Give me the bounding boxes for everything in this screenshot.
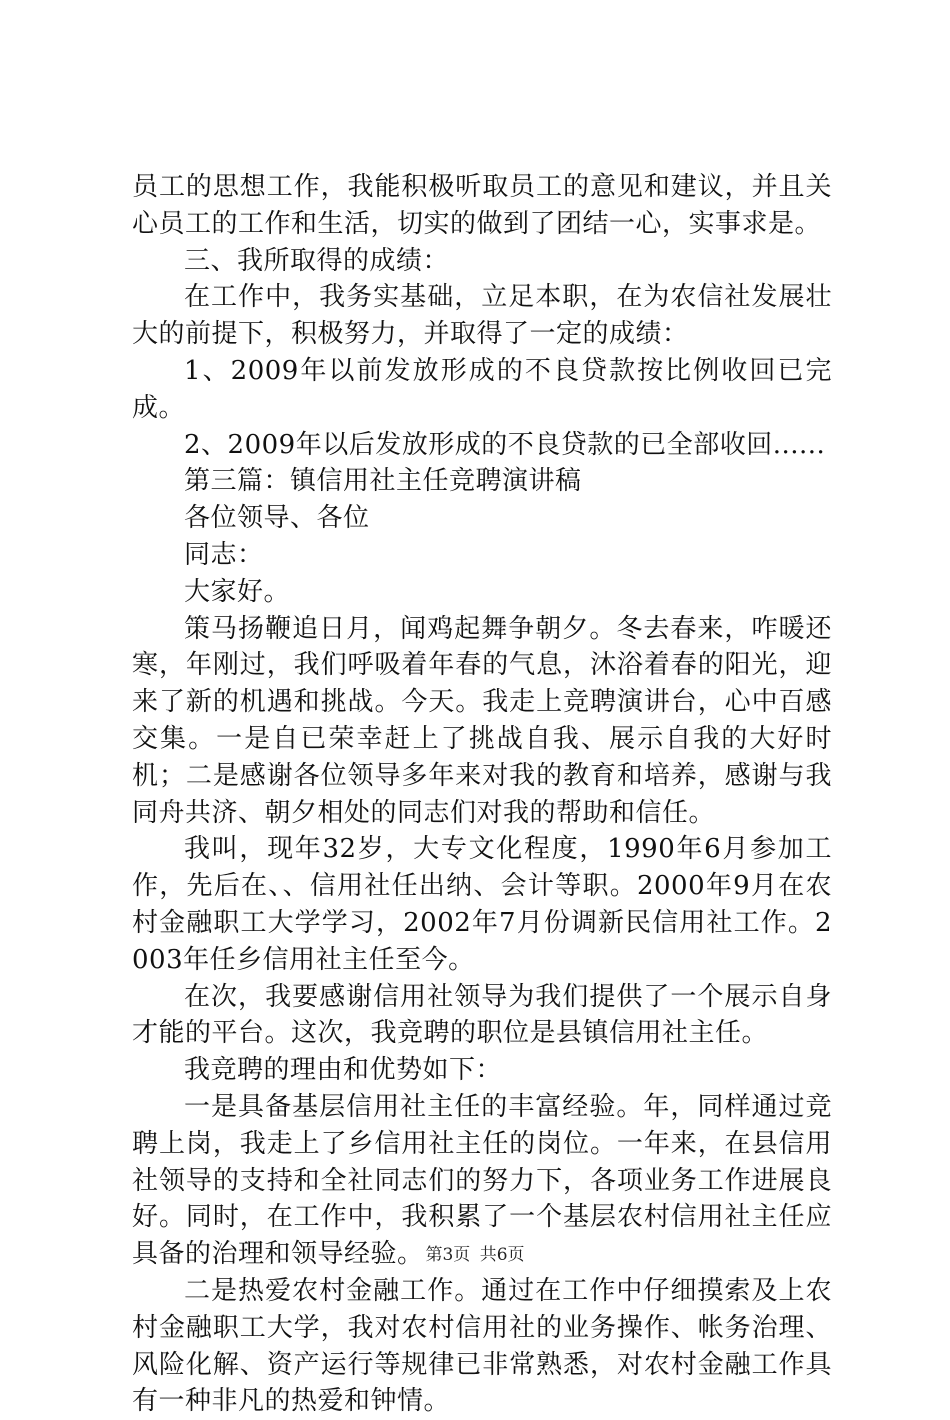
paragraph: 在工作中，我务实基础，立足本职，在为农信社发展壮大的前提下，积极努力，并取得了一定的成绩： (132, 282, 832, 350)
greeting: 大家好。 (184, 576, 291, 607)
paragraph: 二是热爱农村金融工作。通过在工作中仔细摸索及上农村金融职工大学，我对农村信用社的业务操作、帐务治理、风险化解、资产运行等规律已非常熟悉，对农村金融工作具有一种非凡的热爱和钟情。 (132, 1275, 832, 1417)
paragraph: 我竞聘的理由和优势如下： (184, 1055, 503, 1086)
page-footer (0, 1240, 950, 1265)
paragraph: 我叫，现年32岁，大专文化程度，1990年6月参加工作，先后在、、信用社任出纳、会计等职。2000年9月在农村金融职工大学学习，2002年7月份调新民信用社工作。2003年任乡信用社主任至今。 (132, 834, 832, 975)
paragraph: 策马扬鞭追日月，闻鸡起舞争朝夕。冬去春来，咋暖还寒，年刚过，我们呼吸着年春的气息，沐浴着春的阳光，迎来了新的机遇和挑战。今天。我走上竞聘演讲台，心中百感交集。一是自已荣幸赶上了挑战自我、展示自我的大好时机；二是感谢各位领导多年来对我的教育和培养，感谢与我同舟共济、朝夕相处的同志们对我的帮助和信任。 (132, 613, 832, 828)
list-item: 2、2009年以后发放形成的不良贷款的已全部收回...... (184, 429, 826, 460)
paragraph-continuation: 员工的思想工作，我能积极听取员工的意见和建议，并且关心员工的工作和生活，切实的做到了团结一心，实事求是。 (132, 172, 832, 239)
salutation: 各位领导、各位 (184, 503, 370, 534)
section-title: 第三篇：镇信用社主任竞聘演讲稿 (184, 466, 582, 497)
paragraph: 一是具备基层信用社主任的丰富经验。年，同样通过竞聘上岗，我走上了乡信用社主任的岗位。一年来，在县信用社领导的支持和全社同志们的努力下，各项业务工作进展良好。同时，在工作中，我积累了一个基层农村信用社主任应具备的治理和领导经验。 (132, 1091, 832, 1270)
paragraph: 在次，我要感谢信用社领导为我们提供了一个展示自身才能的平台。这次，我竞聘的职位是县镇信用社主任。 (132, 981, 832, 1049)
section-heading-achievements: 三、我所取得的成绩： (184, 245, 450, 276)
list-item: 1、2009年以前发放形成的不良贷款按比例收回已完成。 (132, 355, 832, 423)
document-body (132, 169, 832, 1420)
page-total: 共6页 (479, 1245, 525, 1265)
salutation: 同志： (184, 539, 264, 570)
page-number: 第3页 (425, 1245, 471, 1265)
